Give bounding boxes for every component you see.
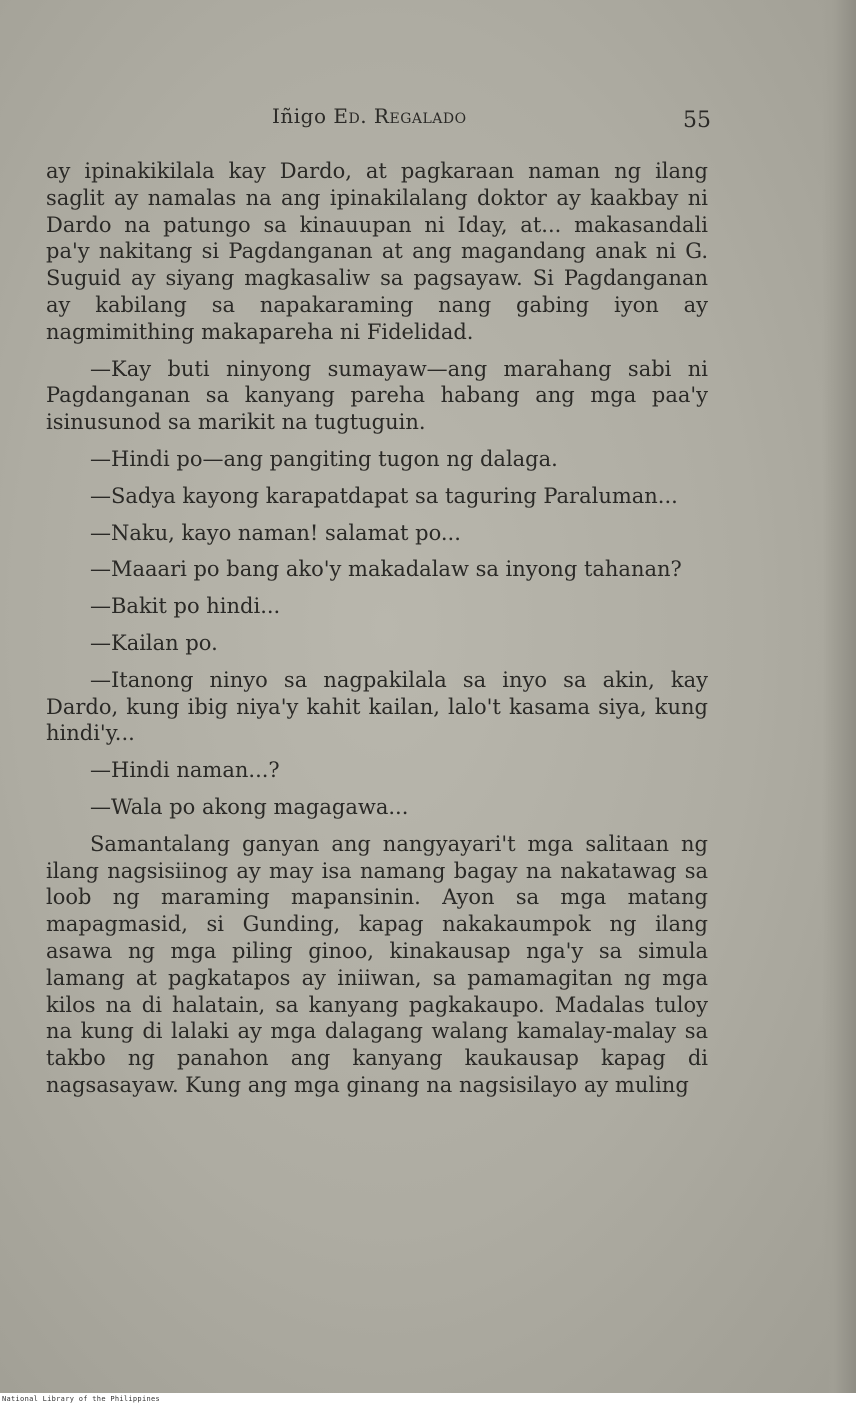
- paragraph-2: —Kay buti ninyong sumayaw—ang marahang sabi ni Pagdanganan sa kanyang pareha habang ang mga paa'y isinusunod sa marikit na tugtuguin.: [46, 356, 708, 435]
- running-title: [272, 104, 467, 128]
- paragraph-9: —Itanong ninyo sa nagpakilala sa inyo sa akin, kay Dardo, kung ibig niya'y kahit kailan, lalo't kasama siya, kung hindi'y...: [46, 667, 708, 746]
- page-number: 55: [683, 108, 711, 133]
- paragraph-1: ay ipinakikilala kay Dardo, at pagkaraan naman ng ilang saglit ay namalas na ang ipinakilalang doktor ay kaakbay ni Dardo na patungo sa kinauupan ni Iday, at... makasandali pa'y nakitang si Pagdanganan at ang magandang anak ni G. Suguid ay siyang magkasaliw sa pagsayaw. Si Pagdanganan ay kabilang sa napakaraming nang gabing iyon ay nagmimithing makapareha ni Fidelidad.: [46, 159, 708, 344]
- running-title-rest: Ed. Regalado: [333, 104, 467, 128]
- page-edge-shadow: [822, 0, 856, 1393]
- paragraph-8: —Kailan po.: [90, 630, 218, 655]
- paragraph-5: —Naku, kayo naman! salamat po...: [90, 520, 461, 545]
- paragraph-11: —Wala po akong magagawa...: [90, 794, 409, 819]
- running-title-first: Iñigo: [272, 104, 327, 128]
- paragraph-6: —Maaari po bang ako'y makadalaw sa inyong tahanan?: [90, 557, 682, 582]
- paragraph-10: —Hindi naman...?: [90, 758, 280, 783]
- paragraph-12: Samantalang ganyan ang nangyayari't mga salitaan ng ilang nagsisiinog ay may isa namang bagay na nakatawag sa loob ng maraming mapansinin. Ayon sa mga matang mapagmasid, si Gunding, kapag nakakaumpok ng ilang asawa ng mga piling ginoo, kinakausap nga'y sa simula lamang at pagkatapos ay iniiwan, sa pamamagitan ng mga kilos na di halatain, sa kanyang pagkakaupo. Madalas tuloy na kung di lalaki ay mga dalagang walang kamalay-malay sa takbo ng panahon ang kanyang kaukausap kapag di nagsasayaw. Kung ang mga ginang na nagsisilayo ay muling: [46, 831, 708, 1097]
- paragraph-3: —Hindi po—ang pangiting tugon ng dalaga.: [90, 446, 558, 471]
- footer-credit: National Library of the Philippines: [2, 1395, 161, 1403]
- paragraph-7: —Bakit po hindi...: [90, 594, 281, 619]
- paragraph-4: —Sadya kayong karapatdapat sa taguring Paraluman...: [90, 483, 678, 508]
- body-text: [46, 158, 708, 1109]
- running-header: [0, 100, 856, 134]
